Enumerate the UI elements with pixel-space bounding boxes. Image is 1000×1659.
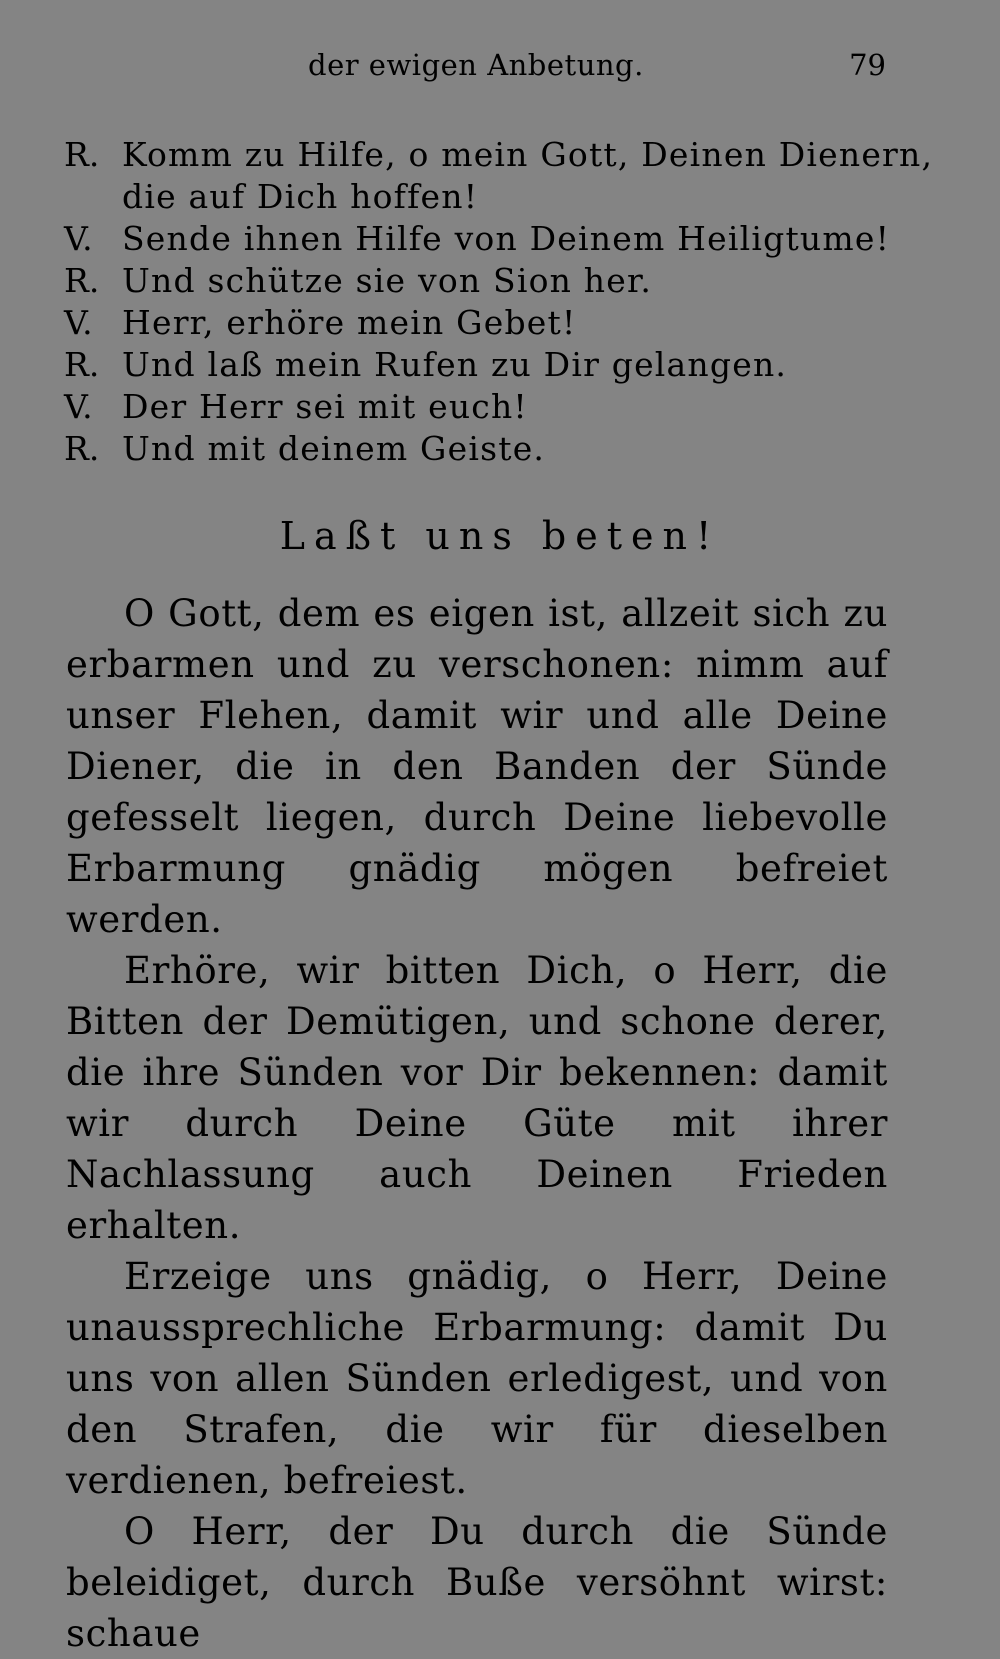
versicle-line [64,176,886,218]
prayer-text [66,588,888,1659]
versicle-line [64,218,891,260]
versicle-line [64,386,886,428]
section-heading: Laßt uns beten! [279,514,721,558]
prayer-paragraph: O Herr, der Du durch die Sünde beleidiget, durch Buße versöhnt wirst: schaue [66,1510,888,1655]
versicle-text: Der Herr sei mit euch! [122,387,528,426]
versicle-marker: V. [64,219,93,258]
response-marker [64,176,122,218]
versicle-text: Sende ihnen Hilfe von Deinem Heiligtume! [122,219,891,258]
response-marker: R. [64,261,100,300]
versicle-line [64,302,886,344]
versicle-line [64,344,886,386]
versicle-text: Und schütze sie von Sion her. [122,261,653,300]
response-marker: R. [64,429,100,468]
versicle-marker: V. [64,303,93,342]
versicle-text: Komm zu Hilfe, o mein Gott, Deinen Dienern, [122,135,934,174]
versicle-text: die auf Dich hoffen! [122,177,479,216]
versicle-marker: V. [64,387,93,426]
versicle-line [64,428,886,470]
prayer-paragraph: Erhöre, wir bitten Dich, o Herr, die Bitten der Demütigen, und schone derer, die ihre Sünden vor Dir bekennen: damit wir durch Deine Güte mit ihrer Nachlassung auch Deinen Frieden erhalten. [66,949,888,1247]
running-head [68,48,886,92]
page-number: 79 [849,48,886,82]
response-marker: R. [64,135,100,174]
versicle-text: Und laß mein Rufen zu Dir gelangen. [122,345,788,384]
responsory-verses [64,134,934,470]
running-title: der ewigen Anbetung. [308,48,644,82]
versicle-line [64,134,934,176]
prayer-paragraph: Erzeige uns gnädig, o Herr, Deine unaussprechliche Erbarmung: damit Du uns von allen Sünden erledigest, und von den Strafen, die wir für dieselben verdienen, befreiest. [66,1255,888,1502]
versicle-text: Herr, erhöre mein Gebet! [122,303,577,342]
versicle-text: Und mit deinem Geiste. [122,429,546,468]
response-marker: R. [64,345,100,384]
versicle-line [64,260,886,302]
prayer-paragraph: O Gott, dem es eigen ist, allzeit sich zu erbarmen und zu verschonen: nimm auf unser Flehen, damit wir und alle Deine Diener, die in den Banden der Sünde gefesselt liegen, durch Deine liebevolle Erbarmung gnädig mögen befreiet werden. [66,592,888,941]
